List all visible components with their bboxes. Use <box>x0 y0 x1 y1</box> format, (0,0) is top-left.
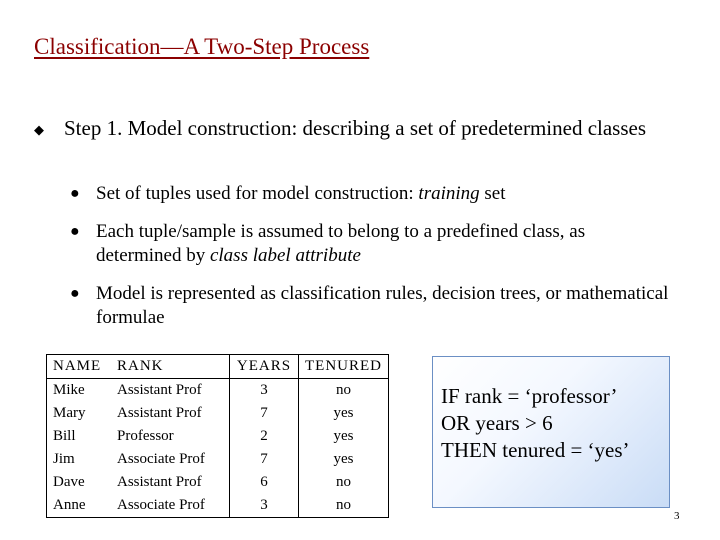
cell-rank: Associate Prof <box>111 494 230 518</box>
bullet-text-part: set <box>479 183 506 204</box>
cell-rank: Associate Prof <box>111 448 230 471</box>
cell-rank: Professor <box>111 425 230 448</box>
cell-tenured: yes <box>333 451 354 467</box>
cell-years: 7 <box>230 448 299 471</box>
bullet-text-part: Set of tuples used for model construction: <box>96 183 419 204</box>
bullet-text <box>96 220 670 268</box>
rule-line: THEN tenured = ‘yes’ <box>441 438 630 462</box>
classification-rule-box <box>432 356 670 508</box>
dot-icon: ● <box>70 185 80 202</box>
cell-name: Bill <box>53 428 76 444</box>
cell-rank: Assistant Prof <box>111 402 230 425</box>
table-header-row <box>47 355 389 379</box>
cell-years: 3 <box>230 379 299 403</box>
step1-text: Step 1. Model construction: describing a set of predetermined classes <box>64 116 647 140</box>
table-row <box>47 471 389 494</box>
header-tenured: TENURED <box>299 355 389 379</box>
table-row <box>47 425 389 448</box>
cell-tenured: no <box>336 382 351 398</box>
training-data-table <box>46 354 389 518</box>
header-rank: RANK <box>111 355 230 379</box>
bullet-italic: training <box>418 183 480 204</box>
cell-tenured: yes <box>333 405 354 421</box>
cell-rank: Assistant Prof <box>111 471 230 494</box>
bullet-text-part: Model is represented as classification rules, decision trees, or mathematical formulae <box>96 283 669 328</box>
table-row <box>47 448 389 471</box>
bullet-item <box>70 182 670 206</box>
step1-item <box>34 114 674 142</box>
cell-years: 7 <box>230 402 299 425</box>
cell-years: 3 <box>230 494 299 518</box>
page-number: 3 <box>674 510 680 522</box>
cell-name: Mary <box>53 405 86 421</box>
cell-name: Mike <box>53 382 85 398</box>
table-row <box>47 379 389 403</box>
bullet-text <box>96 282 670 330</box>
header-name: NAME <box>47 355 112 379</box>
cell-tenured: no <box>336 474 351 490</box>
cell-rank: Assistant Prof <box>111 379 230 403</box>
bullet-text-part: Each tuple/sample is assumed to belong to a predefined class, as determined by <box>96 221 586 266</box>
cell-name: Dave <box>53 474 85 490</box>
cell-years: 2 <box>230 425 299 448</box>
dot-icon: ● <box>70 285 80 302</box>
table-row <box>47 402 389 425</box>
bullet-text <box>96 182 670 206</box>
diamond-icon: ◆ <box>34 122 44 137</box>
header-years: YEARS <box>230 355 299 379</box>
cell-years: 6 <box>230 471 299 494</box>
cell-tenured: no <box>336 497 351 513</box>
bullet-italic: class label attribute <box>209 245 361 266</box>
slide-title: Classification—A Two-Step Process <box>34 34 370 59</box>
bullet-item <box>70 220 670 268</box>
rule-line: IF rank = ‘professor’ <box>441 384 618 408</box>
rule-line: OR years > 6 <box>441 411 553 435</box>
cell-tenured: yes <box>333 428 354 444</box>
bullet-item <box>70 282 670 330</box>
cell-name: Jim <box>53 451 75 467</box>
table-row <box>47 494 389 518</box>
dot-icon: ● <box>70 223 80 240</box>
cell-name: Anne <box>53 497 86 513</box>
